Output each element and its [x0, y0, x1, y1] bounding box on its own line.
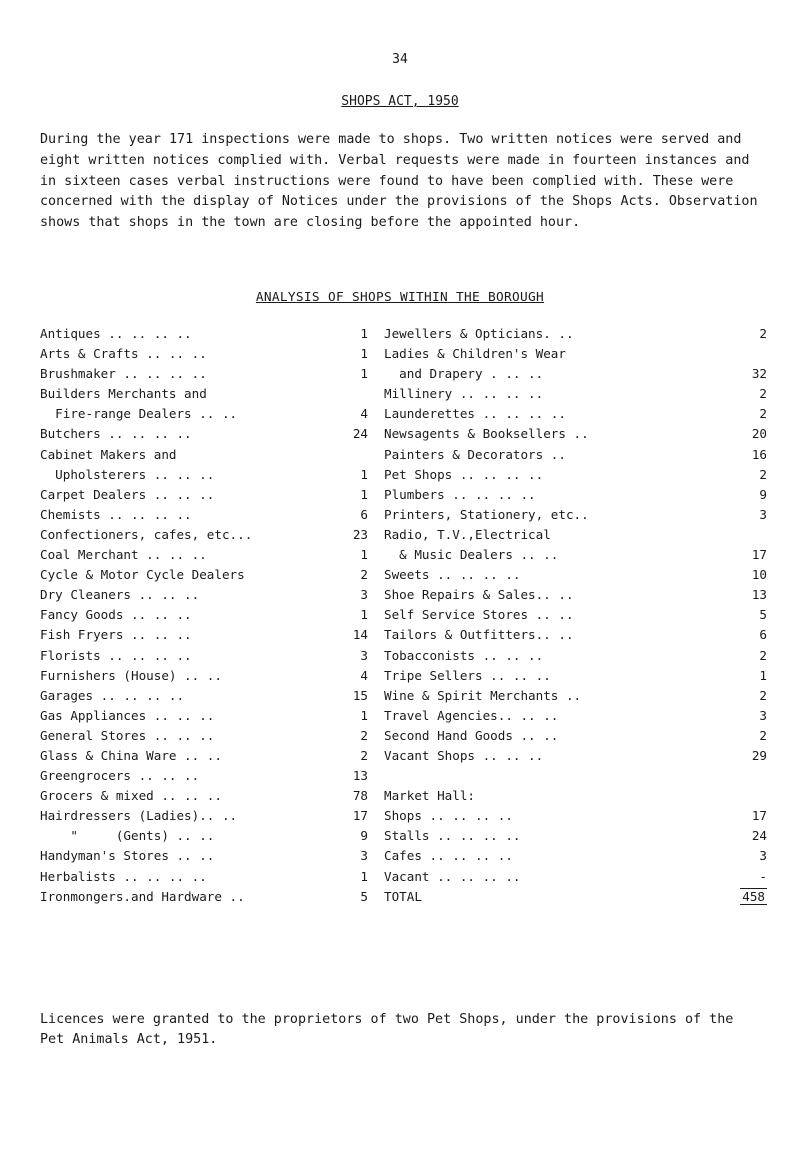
shop-category: Garages .. .. .. ..: [40, 687, 185, 703]
shop-count: 9: [360, 828, 368, 844]
table-row: [40, 384, 368, 404]
shop-category: Travel Agencies.. .. ..: [384, 707, 559, 723]
shop-category: Furnishers (House) .. ..: [40, 667, 222, 683]
shop-count: 1: [360, 486, 368, 502]
shop-category: Cabinet Makers and: [40, 446, 177, 462]
shop-count: 16: [751, 446, 767, 462]
shop-category: Coal Merchant .. .. ..: [40, 547, 207, 563]
table-row: [384, 344, 767, 364]
table-row: [384, 706, 767, 726]
licences-note: Licences were granted to the proprietors of two Pet Shops, under the provisions of the Pet Animals Act, 1951.: [40, 1012, 734, 1047]
shop-category: Brushmaker .. .. .. ..: [40, 366, 207, 382]
table-row: [40, 404, 368, 424]
shop-category: General Stores .. .. ..: [40, 727, 215, 743]
shop-category: and Drapery . .. ..: [384, 366, 544, 382]
shop-category: Newsagents & Booksellers ..: [384, 426, 589, 442]
shop-count: 3: [360, 587, 368, 603]
table-row: [384, 404, 767, 424]
table-row: [40, 806, 368, 826]
intro-paragraph: During the year 171 inspections were made to shops. Two written notices were served and eight written notices complied with. Verbal requests were made in fourteen instances and in sixteen cases verbal instructions were found to have been complied with. These were concerned with the display of Notices under the provisions of the Shops Acts. Observation shows that shops in the town are closing before the appointed hour.: [40, 132, 758, 231]
table-row: [40, 364, 368, 384]
shop-count: 1: [360, 707, 368, 723]
shop-category: Tobacconists .. .. ..: [384, 647, 544, 663]
shop-category: Vacant .. .. .. ..: [384, 868, 521, 884]
table-row: [40, 766, 368, 786]
table-row: [40, 625, 368, 645]
shop-count: 13: [352, 768, 368, 784]
shop-count: 2: [759, 386, 767, 402]
shop-category: Upholsterers .. .. ..: [40, 466, 215, 482]
shop-count: 1: [360, 346, 368, 362]
shop-count: 1: [360, 466, 368, 482]
table-row: [384, 465, 767, 485]
shop-category: Dry Cleaners .. .. ..: [40, 587, 200, 603]
market-hall-row: [384, 867, 767, 887]
shop-count: 17: [751, 547, 767, 563]
table-row: [384, 746, 767, 766]
shop-category: Gas Appliances .. .. ..: [40, 707, 215, 723]
table-row: [384, 384, 767, 404]
shop-category: Self Service Stores .. ..: [384, 607, 574, 623]
shop-count: 3: [360, 647, 368, 663]
table-row: [40, 706, 368, 726]
table-row: [40, 726, 368, 746]
table-row: [384, 364, 767, 384]
shop-category: Sweets .. .. .. ..: [384, 567, 521, 583]
shop-category: Shoe Repairs & Sales.. ..: [384, 587, 574, 603]
shop-count: 2: [759, 647, 767, 663]
shop-category: Cycle & Motor Cycle Dealers: [40, 567, 245, 583]
table-row: [40, 585, 368, 605]
shop-count: 17: [751, 808, 767, 824]
shop-category: Vacant Shops .. .. ..: [384, 747, 544, 763]
shop-count: 3: [759, 506, 767, 522]
table-row: [384, 666, 767, 686]
table-row: [40, 344, 368, 364]
shop-category: Glass & China Ware .. ..: [40, 747, 222, 763]
market-hall-row: [384, 826, 767, 846]
shop-count: 2: [759, 406, 767, 422]
shop-category: Butchers .. .. .. ..: [40, 426, 192, 442]
shop-category: Builders Merchants and: [40, 386, 207, 402]
table-row: [40, 646, 368, 666]
shop-count: 2: [759, 687, 767, 703]
shop-count: [723, 525, 767, 545]
shop-category: Confectioners, cafes, etc...: [40, 526, 253, 542]
shop-category: Radio, T.V.,Electrical: [384, 526, 551, 542]
shop-count: 3: [360, 848, 368, 864]
shop-category: Millinery .. .. .. ..: [384, 386, 544, 402]
market-hall-row: [384, 846, 767, 866]
shop-category: Second Hand Goods .. ..: [384, 727, 559, 743]
shop-count: 2: [360, 747, 368, 763]
shop-category: Florists .. .. .. ..: [40, 647, 192, 663]
shop-category: Painters & Decorators ..: [384, 446, 566, 462]
shop-count: 4: [360, 667, 368, 683]
shop-count: [328, 445, 368, 465]
shop-category: & Music Dealers .. ..: [384, 547, 559, 563]
shop-count: 14: [352, 627, 368, 643]
shop-count: 2: [759, 326, 767, 341]
table-row: [384, 726, 767, 746]
table-row: [384, 545, 767, 565]
shop-count: 10: [751, 567, 767, 583]
table-row: [384, 625, 767, 645]
shop-category: Herbalists .. .. .. ..: [40, 868, 207, 884]
shop-category: Tripe Sellers .. .. ..: [384, 667, 551, 683]
shop-category: Ladies & Children's Wear: [384, 346, 566, 362]
shop-count: 13: [751, 587, 767, 603]
shop-count: 1: [360, 547, 368, 563]
total-label: TOTAL: [384, 888, 422, 904]
table-row: [40, 867, 368, 887]
shop-category: Plumbers .. .. .. ..: [384, 486, 536, 502]
page-title: SHOPS ACT, 1950: [341, 94, 459, 109]
analysis-title: ANALYSIS OF SHOPS WITHIN THE BOROUGH: [255, 290, 545, 305]
table-row: [40, 465, 368, 485]
shop-count: 32: [751, 366, 767, 382]
shop-category: Arts & Crafts .. .. ..: [40, 346, 207, 362]
shop-count: [723, 344, 767, 364]
table-row: [40, 846, 368, 866]
table-row: [40, 545, 368, 565]
shop-count: 23: [352, 526, 368, 542]
table-row: [40, 786, 368, 806]
shop-category: Printers, Stationery, etc..: [384, 506, 589, 522]
right-shop-list: [384, 324, 767, 766]
shop-count: 5: [759, 607, 767, 623]
shop-category: Greengrocers .. .. ..: [40, 768, 200, 784]
shop-count: 15: [352, 687, 368, 703]
table-row: [384, 525, 767, 545]
table-row: [384, 686, 767, 706]
table-row: [384, 605, 767, 625]
shop-count: 1: [759, 667, 767, 683]
shop-count: 20: [751, 426, 767, 442]
table-row: [384, 646, 767, 666]
shop-category: Grocers & mixed .. .. ..: [40, 788, 222, 804]
table-row: [40, 887, 368, 907]
shop-count: 3: [759, 707, 767, 723]
table-row: [384, 445, 767, 465]
shop-category: Shops .. .. .. ..: [384, 808, 513, 824]
table-row: [384, 324, 767, 344]
shop-category: Tailors & Outfitters.. ..: [384, 627, 574, 643]
shop-count: 1: [360, 366, 368, 382]
total-value: 458: [742, 888, 765, 904]
shop-count: 24: [751, 828, 767, 844]
table-row: [40, 686, 368, 706]
shop-category: " (Gents) .. ..: [40, 828, 215, 844]
page-number: 34: [392, 52, 408, 67]
table-row: [40, 746, 368, 766]
table-row: [40, 525, 368, 545]
shop-category: Pet Shops .. .. .. ..: [384, 466, 544, 482]
table-row: [40, 485, 368, 505]
shop-count: 1: [360, 607, 368, 623]
shop-count: 2: [360, 567, 368, 583]
right-shop-column: [384, 324, 767, 907]
shop-category: Cafes .. .. .. ..: [384, 848, 513, 864]
table-row: [40, 324, 368, 344]
table-row: [40, 565, 368, 585]
shop-category: Antiques .. .. .. ..: [40, 326, 192, 341]
shop-count: 6: [360, 506, 368, 522]
table-row: [384, 565, 767, 585]
shop-category: Launderettes .. .. .. ..: [384, 406, 566, 422]
shop-category: Carpet Dealers .. .. ..: [40, 486, 215, 502]
shop-category: Chemists .. .. .. ..: [40, 506, 192, 522]
table-row: [40, 445, 368, 465]
table-row: [384, 505, 767, 525]
shop-count: [328, 384, 368, 404]
shop-category: Wine & Spirit Merchants ..: [384, 687, 582, 703]
shop-category: Ironmongers.and Hardware ..: [40, 888, 245, 904]
table-row: [384, 485, 767, 505]
shop-count: 2: [759, 727, 767, 743]
table-row: [40, 505, 368, 525]
shop-count: 9: [759, 486, 767, 502]
market-hall-list: [384, 806, 767, 886]
shop-count: 6: [759, 627, 767, 643]
shop-count: 5: [360, 888, 368, 904]
table-row: [40, 666, 368, 686]
shop-count: 17: [352, 808, 368, 824]
shop-count: 2: [759, 466, 767, 482]
market-hall-heading: Market Hall:: [384, 788, 475, 804]
shop-count: 29: [751, 747, 767, 763]
total-row: [384, 887, 767, 907]
shop-category: Jewellers & Opticians. ..: [384, 326, 574, 341]
table-row: [384, 585, 767, 605]
shop-count: 1: [360, 326, 368, 341]
table-row: [384, 424, 767, 444]
shop-count: 24: [352, 426, 368, 442]
shop-category: Hairdressers (Ladies).. ..: [40, 808, 238, 824]
shop-count: -: [759, 868, 767, 884]
table-row: [40, 826, 368, 846]
shop-category: Fish Fryers .. .. ..: [40, 627, 192, 643]
shop-count: 4: [360, 406, 368, 422]
market-hall-row: [384, 806, 767, 826]
shop-count: 2: [360, 727, 368, 743]
shop-category: Fancy Goods .. .. ..: [40, 607, 192, 623]
left-shop-column: [40, 324, 368, 907]
shop-count: 78: [352, 788, 368, 804]
shop-count: 3: [759, 848, 767, 864]
table-row: [40, 424, 368, 444]
shop-category: Handyman's Stores .. ..: [40, 848, 215, 864]
shop-category: Fire-range Dealers .. ..: [40, 406, 238, 422]
shop-count: 1: [360, 868, 368, 884]
table-row: [40, 605, 368, 625]
shop-category: Stalls .. .. .. ..: [384, 828, 521, 844]
